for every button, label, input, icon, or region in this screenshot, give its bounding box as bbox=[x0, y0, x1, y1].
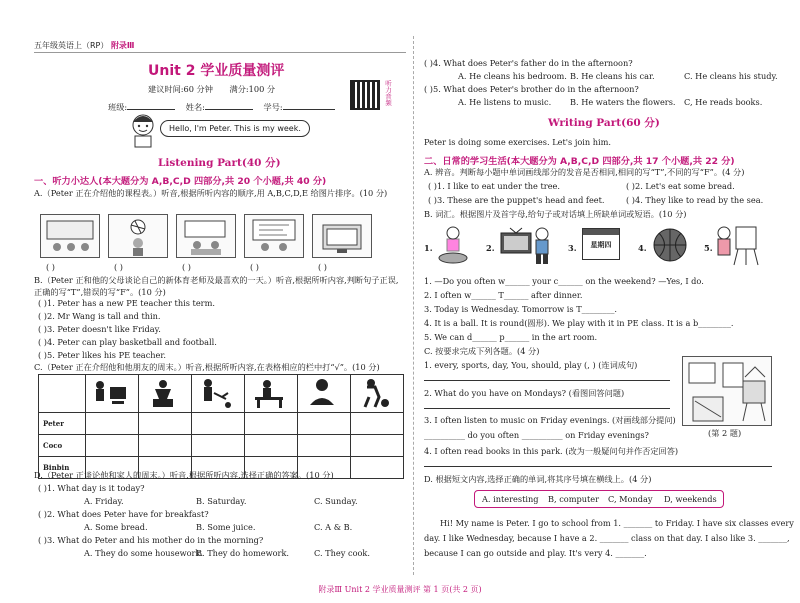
activity-homework bbox=[245, 375, 298, 413]
answer-line-c1[interactable] bbox=[424, 380, 670, 381]
part-d-q4[interactable]: ( )4. What does Peter's father do in the afternoon? bbox=[424, 58, 633, 68]
qr-label: 听力音频 bbox=[384, 80, 392, 106]
cell[interactable] bbox=[245, 413, 298, 435]
id-label: 学号: bbox=[263, 102, 283, 112]
part-d-q2[interactable]: ( )2. What does Peter have for breakfast? bbox=[38, 509, 209, 519]
washing-clothes-icon bbox=[436, 225, 470, 265]
listening-section-heading: 一、听力小达人(本大题分为 A,B,C,D 四部分,共 20 个小题,共 40 分) bbox=[34, 176, 327, 187]
column-divider bbox=[413, 36, 414, 575]
part-b-item-4[interactable]: ( )4. Peter can play basketball and football. bbox=[38, 337, 217, 347]
vocab-num-2: 2. bbox=[486, 243, 495, 253]
answer-bracket-a2[interactable]: ( ) bbox=[114, 262, 123, 272]
page-title: Unit 2 学业质量测评 bbox=[148, 63, 285, 79]
vocab-num-5: 5. bbox=[704, 243, 713, 253]
writing-a-item-3[interactable]: ( )3. These are the puppet's head and feet. bbox=[428, 195, 605, 205]
cell[interactable] bbox=[86, 413, 139, 435]
passage-line-3: because I can go outside and play. It's very 4. _______. bbox=[424, 548, 647, 558]
part-d-q5[interactable]: ( )5. What does Peter's brother do in the afternoon? bbox=[424, 84, 639, 94]
class-picture-1 bbox=[40, 214, 100, 258]
word-bank-option-b: B, computer bbox=[548, 494, 600, 504]
cell[interactable] bbox=[298, 435, 351, 457]
activity-watering bbox=[192, 375, 245, 413]
activity-housework bbox=[139, 375, 192, 413]
cell[interactable] bbox=[351, 435, 404, 457]
page-footer: 附录Ⅲ Unit 2 学业质量测评 第 1 页(共 2 页) bbox=[318, 585, 482, 594]
q5-option-b[interactable]: B. He waters the flowers. bbox=[570, 97, 676, 107]
class-picture-4 bbox=[244, 214, 304, 258]
boy-avatar-icon bbox=[126, 112, 160, 148]
writing-a-instructions: A. 辨音。判断每小题中单词画线部分的发音是否相同,相同的写“T”,不同的写“F”。(4 分) bbox=[424, 167, 745, 177]
writing-c-instructions: C. 按要求完成下列各题。(4 分) bbox=[424, 346, 540, 356]
name-field[interactable] bbox=[205, 101, 253, 110]
row-label-peter: Peter bbox=[39, 413, 86, 435]
part-d-instructions: D.（Peter 正谈论他和家人的周末。）听音,根据所听内容,选择正确的答案。(10 分) bbox=[34, 470, 334, 480]
q1-option-c[interactable]: C. Sunday. bbox=[314, 496, 358, 506]
q5-option-a[interactable]: A. He listens to music. bbox=[458, 97, 552, 107]
part-b-item-3[interactable]: ( )3. Peter doesn't like Friday. bbox=[38, 324, 161, 334]
cell[interactable] bbox=[245, 435, 298, 457]
answer-bracket-a1[interactable]: ( ) bbox=[46, 262, 55, 272]
word-bank-option-a: A. interesting bbox=[482, 494, 539, 504]
cell[interactable] bbox=[86, 435, 139, 457]
answer-bracket-a5[interactable]: ( ) bbox=[318, 262, 327, 272]
vocab-num-3: 3. bbox=[568, 243, 577, 253]
vocab-num-4: 4. bbox=[638, 243, 647, 253]
q4-option-c[interactable]: C. He cleans his study. bbox=[684, 71, 778, 81]
cell[interactable] bbox=[351, 413, 404, 435]
class-label: 班级: bbox=[108, 102, 128, 112]
writing-intro: Peter is doing some exercises. Let's join him. bbox=[424, 137, 612, 147]
calendar-icon bbox=[582, 228, 620, 260]
q3-option-b[interactable]: B. They do homework. bbox=[196, 548, 290, 558]
header-rule bbox=[34, 52, 406, 53]
cell[interactable] bbox=[139, 435, 192, 457]
weekend-activity-table bbox=[38, 374, 404, 479]
class-field[interactable] bbox=[127, 101, 175, 110]
writing-c-item-3[interactable]: 3. I often listen to music on Friday evenings. (对画线部分提问) bbox=[424, 415, 676, 425]
q1-option-b[interactable]: B. Saturday. bbox=[196, 496, 247, 506]
full-score: 满分:100 分 bbox=[229, 84, 276, 94]
q4-option-a[interactable]: A. He cleans his bedroom. bbox=[458, 71, 567, 81]
activity-football bbox=[351, 375, 404, 413]
passage-line-1: Hi! My name is Peter. I go to school from 1. _______ to Friday. I have six classes every bbox=[440, 518, 794, 528]
writing-a-item-4[interactable]: ( )4. They like to read by the sea. bbox=[626, 195, 764, 205]
book-label: 五年级英语上（RP） bbox=[34, 41, 109, 50]
writing-c-item-2[interactable]: 2. What do you have on Mondays? (看图回答问题) bbox=[424, 388, 625, 398]
writing-section-heading: 二、日常的学习生活(本大题分为 A,B,C,D 四部分,共 17 个小题,共 22 分) bbox=[424, 156, 735, 167]
writing-a-item-1[interactable]: ( )1. I like to eat under the tree. bbox=[428, 181, 560, 191]
vocab-sentence-2[interactable]: 2. I often w______ T______ after dinner. bbox=[424, 290, 583, 300]
vocab-num-1: 1. bbox=[424, 243, 433, 253]
painting-easel-icon bbox=[714, 223, 760, 267]
time-limit: 建议时间:60 分钟 bbox=[148, 84, 213, 94]
cell[interactable] bbox=[192, 413, 245, 435]
part-b-item-2[interactable]: ( )2. Mr Wang is tall and thin. bbox=[38, 311, 161, 321]
q1-option-a[interactable]: A. Friday. bbox=[84, 496, 124, 506]
qr-code-icon[interactable] bbox=[350, 80, 380, 110]
q2-option-c[interactable]: C. A & B. bbox=[314, 522, 353, 532]
q5-option-c[interactable]: C, He reads books. bbox=[684, 97, 763, 107]
speech-bubble: Hello, I'm Peter. This is my week. bbox=[160, 120, 310, 137]
basketball-icon bbox=[652, 227, 688, 263]
cell[interactable] bbox=[298, 413, 351, 435]
part-a-instructions: A.（Peter 正在介绍他的课程表。）听音,根据所听内容的顺序,用 A,B,C,D,E 给图片排序。(10 分) bbox=[34, 188, 388, 198]
word-bank-option-c: C, Monday bbox=[608, 494, 653, 504]
writing-c-item-3-blanks[interactable]: __________ do you often __________ on Friday evenings? bbox=[424, 430, 649, 440]
class-picture-5 bbox=[312, 214, 372, 258]
vocab-sentence-4[interactable]: 4. It is a ball. It is round(圆形). We play with it in PE class. It is a b________. bbox=[424, 318, 734, 328]
boy-watching-icon bbox=[528, 226, 556, 266]
class-picture-2 bbox=[108, 214, 168, 258]
cell[interactable] bbox=[192, 435, 245, 457]
part-b-instructions: B.（Peter 正和他的父母谈论自己的新体育老师及最喜欢的一天。）听音,根据所听内容,判断句子正误,正确的写“T”,错误的写“F”。(10 分) bbox=[34, 275, 399, 297]
listening-part-title: Listening Part(40 分) bbox=[158, 157, 281, 169]
id-field[interactable] bbox=[283, 101, 335, 110]
part-c-instructions: C.（Peter 正在介绍他和他朋友的周末。）听音,根据所听内容,在表格相应的栏中打“√”。(10 分) bbox=[34, 362, 380, 372]
part-d-q1[interactable]: ( )1. What day is it today? bbox=[38, 483, 145, 493]
cell[interactable] bbox=[139, 413, 192, 435]
writing-a-item-2[interactable]: ( )2. Let's eat some bread. bbox=[626, 181, 735, 191]
calendar-day: 星期四 bbox=[590, 240, 612, 249]
part-b-item-1[interactable]: ( )1. Peter has a new PE teacher this term. bbox=[38, 298, 215, 308]
name-label: 姓名: bbox=[185, 102, 205, 112]
activity-reading bbox=[298, 375, 351, 413]
vocab-sentence-3[interactable]: 3. Today is Wednesday. Tomorrow is T________. bbox=[424, 304, 618, 314]
writing-c-item-1[interactable]: 1. every, sports, day, You, should, play (, ) (连词成句) bbox=[424, 360, 638, 370]
answer-line-c2[interactable] bbox=[424, 408, 670, 409]
art-room-picture bbox=[682, 356, 772, 426]
writing-b-instructions: B. 词汇。根据图片及首字母,给句子或对话填上所缺单词或短语。(10 分) bbox=[424, 209, 687, 219]
word-bank-option-d: D, weekends bbox=[664, 494, 717, 504]
answer-line-c4[interactable] bbox=[424, 466, 772, 467]
passage-line-2: day. I like Wednesday, because I have a 2. _______ class on that day. I also like 3. _______, bbox=[424, 533, 790, 543]
row-label-coco: Coco bbox=[39, 435, 86, 457]
writing-d-instructions: D. 根据短文内容,选择正确的单词,将其序号填在横线上。(4 分) bbox=[424, 474, 652, 484]
appendix-label: 附录Ⅲ bbox=[110, 41, 135, 50]
vocab-sentence-5[interactable]: 5. We can d______ p______ in the art room. bbox=[424, 332, 598, 342]
answer-bracket-a4[interactable]: ( ) bbox=[250, 262, 259, 272]
writing-c-item-4[interactable]: 4. I often read books in this park. (改为一般疑问句并作否定回答) bbox=[424, 446, 679, 456]
q2-option-a[interactable]: A. Some bread. bbox=[84, 522, 148, 532]
writing-part-title: Writing Part(60 分) bbox=[548, 117, 660, 129]
q2-option-b[interactable]: B. Some juice. bbox=[196, 522, 256, 532]
book-header bbox=[34, 40, 135, 51]
part-b-item-5[interactable]: ( )5. Peter likes his PE teacher. bbox=[38, 350, 167, 360]
q4-option-b[interactable]: B. He cleans his car. bbox=[570, 71, 655, 81]
part-d-q3[interactable]: ( )3. What do Peter and his mother do in the morning? bbox=[38, 535, 264, 545]
picture-caption: (第 2 题) bbox=[708, 428, 742, 438]
cell[interactable] bbox=[351, 457, 404, 479]
row-label-binbin: Binbin bbox=[39, 457, 86, 479]
q3-option-a[interactable]: A. They do some housework. bbox=[84, 548, 203, 558]
q3-option-c[interactable]: C. They cook. bbox=[314, 548, 370, 558]
answer-bracket-a3[interactable]: ( ) bbox=[182, 262, 191, 272]
activity-computer bbox=[86, 375, 139, 413]
vocab-sentence-1[interactable]: 1. —Do you often w______ your c______ on the weekend? —Yes, I do. bbox=[424, 276, 704, 286]
table-corner bbox=[39, 375, 86, 413]
class-picture-3 bbox=[176, 214, 236, 258]
